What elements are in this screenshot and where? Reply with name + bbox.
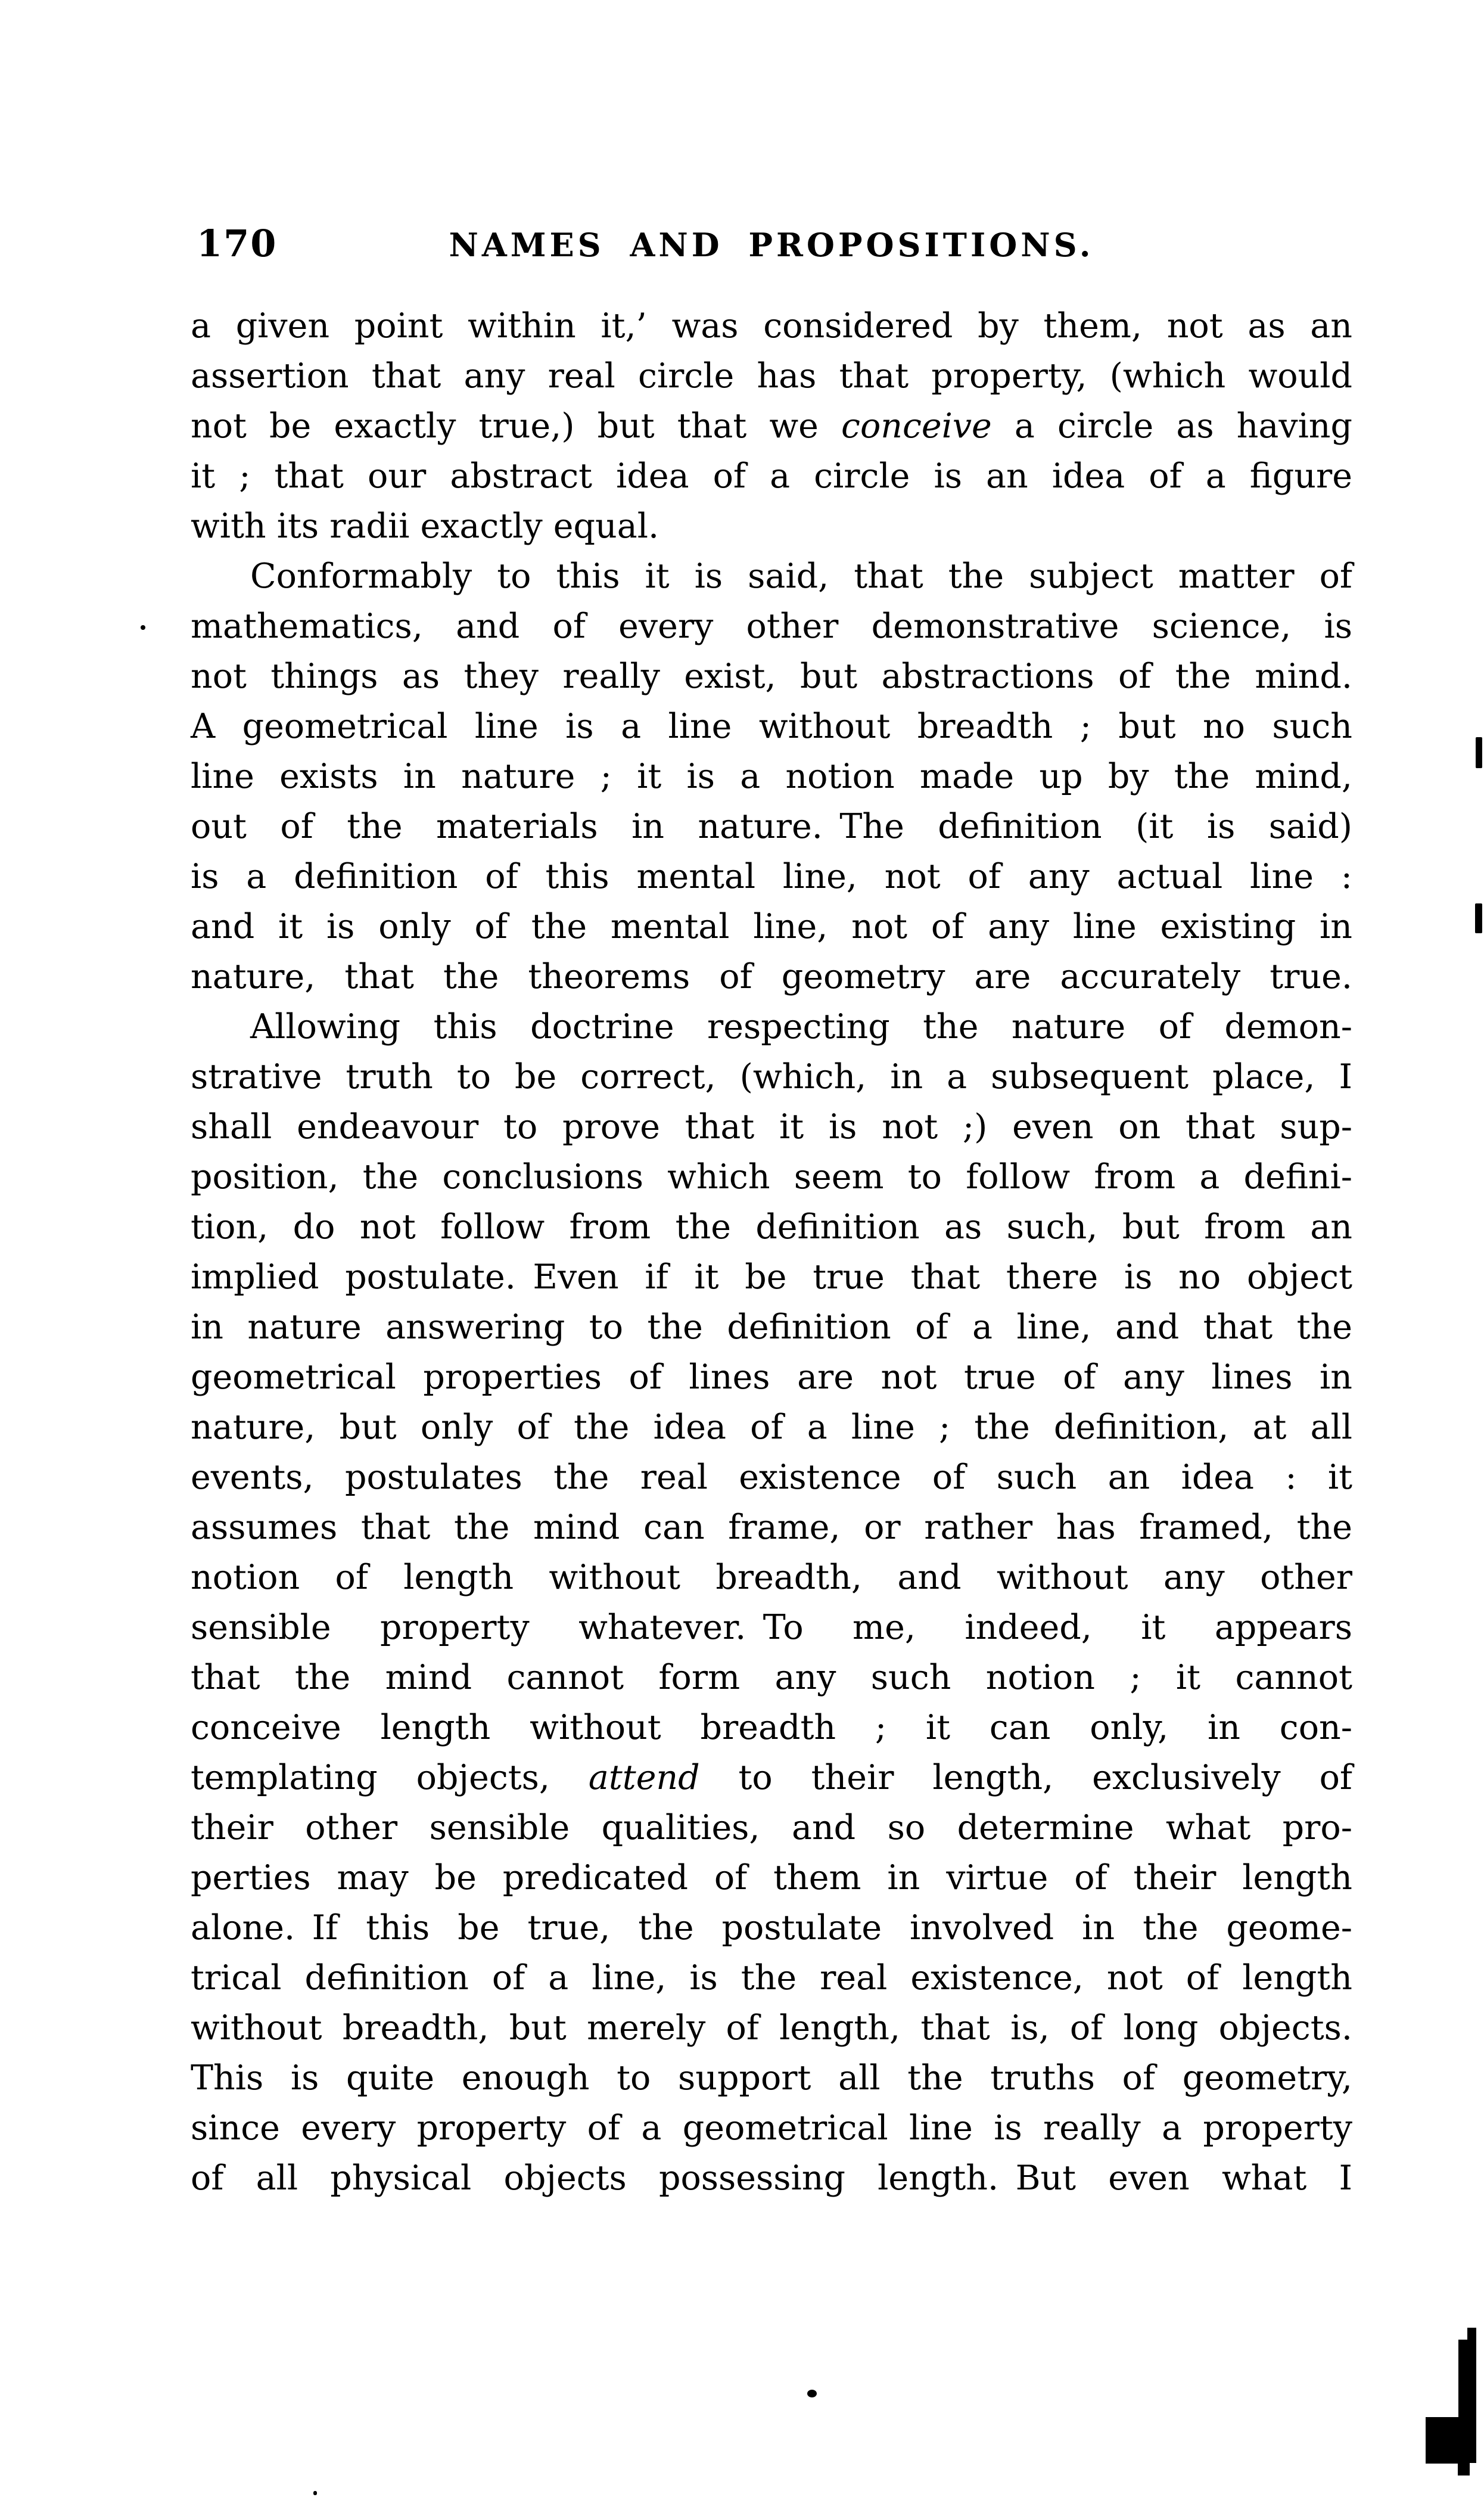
text-line [191, 802, 1352, 852]
text-line [191, 1002, 1352, 1052]
text-segment: assumes that the mind can frame, or rather has framed, the [191, 1508, 1352, 1547]
text-line [191, 1402, 1352, 1452]
text-segment: position, the conclusions which seem to follow from a defini- [191, 1157, 1352, 1197]
text-line [191, 1502, 1352, 1552]
text-line [191, 1202, 1352, 1252]
text-line [191, 1953, 1352, 2003]
text-segment: in nature answering to the definition of a line, and that the [191, 1307, 1352, 1347]
text-segment: line exists in nature ; it is a notion made up by the mind, [191, 757, 1352, 796]
text-segment: templating objects, [191, 1758, 589, 1797]
text-segment: it ; that our abstract idea of a circle is an idea of a figure [191, 456, 1352, 496]
text-line [191, 1703, 1352, 1753]
text-segment: Allowing this doctrine respecting the nature of demon- [250, 1007, 1352, 1046]
ink-speck [141, 625, 145, 630]
text-segment: alone. If this be true, the postulate involved in the geome- [191, 1908, 1352, 1948]
text-line [191, 2053, 1352, 2103]
text-line [191, 701, 1352, 751]
text-line [191, 1853, 1352, 1903]
page-number: 170 [197, 222, 278, 265]
text-segment: strative truth to be correct, (which, in a subsequent place, I [191, 1057, 1352, 1097]
text-line [191, 1602, 1352, 1653]
ink-dot [807, 2390, 817, 2397]
paragraph [191, 551, 1352, 1002]
text-segment: This is quite enough to support all the truths of geometry, [191, 2058, 1352, 2098]
text-segment: implied postulate. Even if it be true that there is no object [191, 1257, 1352, 1297]
text-segment: perties may be predicated of them in virtue of their length [191, 1858, 1352, 1897]
text-segment: their other sensible qualities, and so determine what pro- [191, 1808, 1352, 1847]
text-segment: Conformably to this it is said, that the subject matter of [250, 557, 1352, 596]
paragraph [191, 1002, 1352, 2203]
text-line [191, 1803, 1352, 1853]
text-line [191, 1753, 1352, 1803]
text-segment: mathematics, and of every other demonstrative science, is [191, 607, 1352, 646]
corner-ink-blot [1426, 2328, 1476, 2475]
running-title: NAMES AND PROPOSITIONS. [449, 226, 1094, 264]
text-segment: without breadth, but merely of length, that is, of long objects. [191, 2008, 1352, 2048]
text-segment: events, postulates the real existence of such an idea : it [191, 1458, 1352, 1497]
text-line [191, 1352, 1352, 1402]
text-segment: sensible property whatever. To me, indeed, it appears [191, 1608, 1352, 1647]
text-segment: a circle as having [991, 406, 1352, 446]
text-segment: geometrical properties of lines are not true of any lines in [191, 1358, 1352, 1397]
text-segment: of all physical objects possessing length. But even what I [191, 2158, 1352, 2198]
text-segment: out of the materials in nature. The definition (it is said) [191, 807, 1352, 846]
body-text [191, 301, 1352, 2203]
text-line [191, 401, 1352, 451]
text-line [191, 451, 1352, 501]
text-segment: assertion that any real circle has that property, (which would [191, 356, 1352, 396]
text-line [191, 902, 1352, 952]
text-segment: nature, that the theorems of geometry are accurately true. [191, 957, 1352, 996]
text-line [191, 551, 1352, 601]
text-line [191, 2003, 1352, 2053]
text-line [191, 1302, 1352, 1352]
text-line [191, 501, 1352, 551]
text-segment: with its radii exactly equal. [191, 507, 659, 546]
text-line [191, 2153, 1352, 2203]
scan-edge-mark [1475, 903, 1482, 933]
ink-speck [313, 2491, 317, 2495]
page-header [191, 222, 1352, 267]
text-segment: a given point within it,’ was considered by them, not as an [191, 306, 1352, 346]
text-segment: to their length, exclusively of [699, 1758, 1352, 1797]
text-line [191, 1903, 1352, 1953]
text-line [191, 1052, 1352, 1102]
text-segment: tion, do not follow from the definition as such, but from an [191, 1207, 1352, 1247]
text-segment: not be exactly true,) but that we [191, 406, 842, 446]
text-line [191, 301, 1352, 351]
text-segment: that the mind cannot form any such notion ; it cannot [191, 1658, 1352, 1697]
text-line [191, 1653, 1352, 1703]
italic-word: attend [588, 1758, 700, 1797]
text-segment: trical definition of a line, is the real existence, not of length [191, 1958, 1352, 1998]
text-line [191, 1102, 1352, 1152]
text-segment: nature, but only of the idea of a line ; the definition, at all [191, 1408, 1352, 1447]
text-line [191, 1252, 1352, 1302]
text-segment: since every property of a geometrical line is really a property [191, 2108, 1352, 2148]
text-segment: and it is only of the mental line, not of any line existing in [191, 907, 1352, 946]
text-segment: notion of length without breadth, and without any other [191, 1558, 1352, 1597]
scan-edge-mark [1476, 737, 1482, 768]
text-segment: is a definition of this mental line, not of any actual line : [191, 857, 1352, 896]
text-line [191, 852, 1352, 902]
text-line [191, 601, 1352, 651]
text-line [191, 751, 1352, 802]
text-line [191, 1552, 1352, 1602]
text-line [191, 1152, 1352, 1202]
italic-word: conceive [841, 406, 992, 446]
text-line [191, 2103, 1352, 2153]
text-line [191, 1452, 1352, 1502]
text-line [191, 651, 1352, 701]
text-line [191, 952, 1352, 1002]
text-segment: conceive length without breadth ; it can only, in con- [191, 1708, 1352, 1747]
paragraph [191, 301, 1352, 551]
text-segment: shall endeavour to prove that it is not ;) even on that sup- [191, 1107, 1352, 1147]
text-segment: not things as they really exist, but abstractions of the mind. [191, 657, 1352, 696]
text-segment: A geometrical line is a line without breadth ; but no such [191, 707, 1352, 746]
text-line [191, 351, 1352, 401]
